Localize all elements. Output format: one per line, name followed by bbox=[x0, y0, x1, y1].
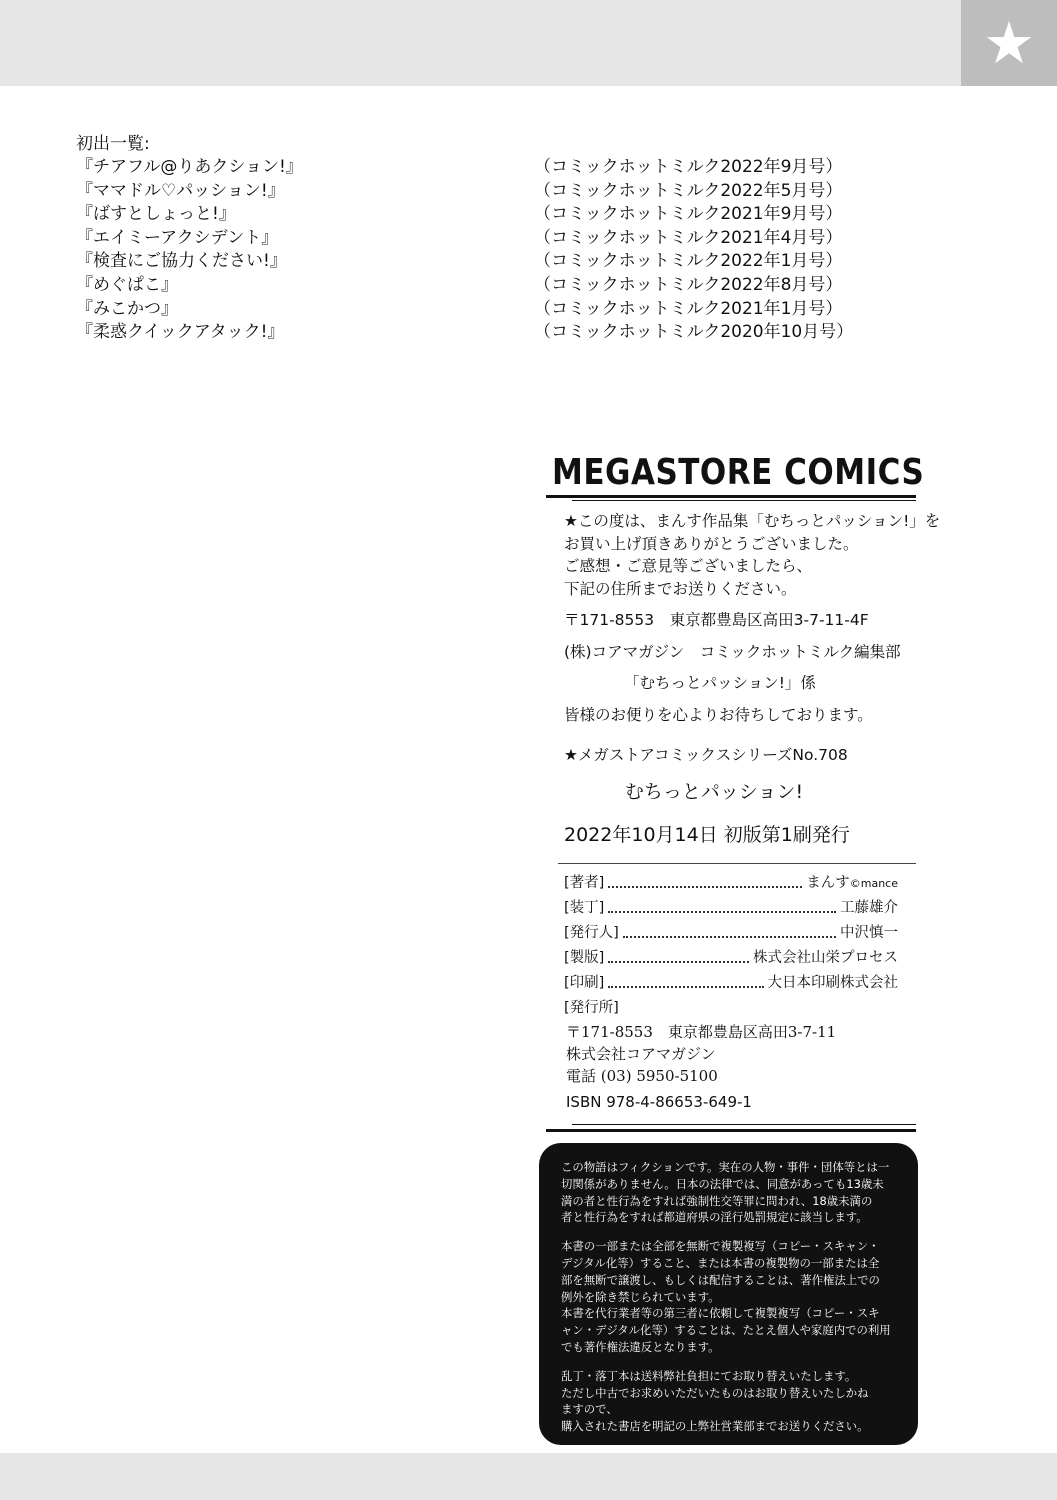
notice-line: 者と性行為をすれば都道府県の淫行処罰規定に該当します。 bbox=[561, 1210, 868, 1225]
dot-leader bbox=[608, 971, 763, 988]
credit-label: [装丁] bbox=[564, 900, 605, 916]
publisher-label: [発行所] bbox=[564, 1000, 619, 1016]
divider bbox=[558, 863, 916, 864]
footer-band bbox=[0, 1453, 1057, 1500]
list-item bbox=[76, 321, 853, 345]
credit-row bbox=[564, 971, 898, 996]
list-item bbox=[76, 227, 853, 251]
notice-line: 部を無断で譲渡し、もしくは配信することは、著作権法上での bbox=[561, 1272, 880, 1287]
editorial-department: (株)コアマガジン コミックホットミルク編集部 bbox=[564, 642, 901, 661]
list-item bbox=[76, 274, 853, 298]
story-title: 『みこかつ』 bbox=[76, 298, 178, 319]
notice-line: でも著作権法違反となります。 bbox=[561, 1339, 720, 1354]
colophon bbox=[546, 452, 941, 1111]
series-number: ★メガストアコミックスシリーズNo.708 bbox=[564, 746, 848, 764]
legal-notice-box bbox=[539, 1143, 918, 1445]
notice-line: 購入された書店を明記の上弊社営業部までお送りください。 bbox=[561, 1419, 869, 1434]
first-publication-heading: 初出一覧: bbox=[76, 134, 150, 154]
story-source: （コミックホットミルク2021年4月号） bbox=[534, 227, 843, 248]
credit-value: 大日本印刷株式会社 bbox=[767, 975, 898, 991]
story-title: 『エイミーアクシデント』 bbox=[76, 227, 279, 248]
list-item bbox=[76, 180, 853, 204]
dot-leader bbox=[608, 946, 749, 963]
publisher-name: 株式会社コアマガジン bbox=[566, 1045, 716, 1063]
credit-label: [著者] bbox=[564, 875, 605, 891]
story-title: 『めぐぱこ』 bbox=[76, 274, 178, 295]
story-title: 『ばすとしょっと!』 bbox=[76, 204, 236, 225]
notice-line: デジタル化等）すること、または本書の複製物の一部または全 bbox=[561, 1255, 880, 1270]
publisher-phone: 電話 (03) 5950-5100 bbox=[566, 1067, 718, 1085]
story-title: 『検査にご協力ください!』 bbox=[76, 251, 287, 272]
notice-line: ますので、 bbox=[561, 1402, 618, 1417]
divider bbox=[572, 500, 916, 501]
brand-logo: MEGASTORE COMICS bbox=[552, 452, 925, 494]
message-line: お買い上げ頂きありがとうございました。 bbox=[564, 534, 859, 553]
dot-leader bbox=[608, 871, 802, 888]
notice-line: 本書の一部または全部を無断で複製複写（コピー・スキャン・ bbox=[561, 1239, 880, 1254]
reader-message bbox=[564, 510, 941, 853]
print-date: 2022年10月14日 初版第1刷発行 bbox=[564, 823, 850, 846]
credit-label: [印刷] bbox=[564, 975, 605, 991]
dot-leader bbox=[623, 921, 836, 938]
credit-label: [製版] bbox=[564, 950, 605, 966]
credit-row bbox=[564, 946, 898, 971]
corner-tab bbox=[961, 0, 1057, 86]
message-line: 下記の住所までお送りください。 bbox=[564, 579, 797, 598]
list-item bbox=[76, 250, 853, 274]
publisher-address: 〒171-8553 東京都豊島区高田3-7-11 bbox=[566, 1023, 837, 1041]
story-source: （コミックホットミルク2022年5月号） bbox=[534, 180, 843, 201]
notice-line: ただし中古でお求めいただいたものはお取り替えいたしかね bbox=[561, 1385, 869, 1400]
credit-row bbox=[564, 896, 898, 921]
credit-row bbox=[564, 921, 898, 946]
credit-value: 工藤雄介 bbox=[840, 900, 898, 916]
story-source: （コミックホットミルク2021年1月号） bbox=[534, 298, 843, 319]
story-source: （コミックホットミルク2022年8月号） bbox=[534, 274, 843, 295]
book-title: むちっとパッション! bbox=[624, 780, 804, 803]
isbn: ISBN 978-4-86653-649-1 bbox=[566, 1093, 752, 1111]
list-item bbox=[76, 156, 853, 180]
story-title: 『ママドル♡パッション!』 bbox=[76, 180, 285, 201]
story-title: 『チアフル@りあクション!』 bbox=[76, 157, 303, 177]
story-source: （コミックホットミルク2022年9月号） bbox=[534, 157, 843, 177]
publisher-info bbox=[564, 1021, 898, 1087]
notice-line: 例外を除き禁じられています。 bbox=[561, 1289, 720, 1304]
credits-list bbox=[564, 871, 898, 1115]
first-publication-list bbox=[76, 132, 853, 345]
attention-line: 「むちっとパッション!」係 bbox=[624, 674, 816, 692]
dot-leader bbox=[608, 896, 836, 913]
notice-line: 切関係がありません。日本の法律では、同意があっても13歳未 bbox=[561, 1176, 884, 1191]
credit-label: [発行人] bbox=[564, 925, 619, 941]
credit-value: まんす bbox=[806, 875, 850, 891]
notice-line: 満の者と性行為をすれば強制性交等罪に問われ、18歳未満の bbox=[561, 1193, 873, 1208]
message-line: ご感想・ご意見等ございましたら、 bbox=[564, 557, 813, 575]
notice-line: 乱丁・落丁本は送料弊社負担にてお取り替えいたします。 bbox=[561, 1368, 857, 1383]
story-source: （コミックホットミルク2021年9月号） bbox=[534, 204, 843, 225]
list-item bbox=[76, 203, 853, 227]
notice-line: 本書を代行業者等の第三者に依頼して複製複写（コピー・スキ bbox=[561, 1306, 880, 1321]
credit-row bbox=[564, 871, 898, 896]
story-title: 『柔惑クイックアタック!』 bbox=[76, 322, 285, 343]
message-line: ★この度は、まんす作品集「むちっとパッション!」を bbox=[564, 512, 941, 530]
story-source: （コミックホットミルク2022年1月号） bbox=[534, 251, 843, 272]
notice-line: ャン・デジタル化等）することは、たとえ個人や家庭内での利用 bbox=[561, 1323, 891, 1338]
notice-line: この物語はフィクションです。実在の人物・事件・団体等とは一 bbox=[561, 1160, 890, 1174]
credit-row bbox=[564, 996, 898, 1021]
list-item bbox=[76, 298, 853, 322]
closing-line: 皆様のお便りを心よりお待ちしております。 bbox=[564, 705, 873, 724]
copyright-mark: ©mance bbox=[849, 877, 898, 890]
credit-value: 株式会社山栄プロセス bbox=[753, 950, 898, 966]
divider bbox=[546, 495, 916, 498]
star-icon: ★ bbox=[983, 9, 1035, 77]
postal-address: 〒171-8553 東京都豊島区高田3-7-11-4F bbox=[564, 611, 869, 629]
divider bbox=[546, 1129, 916, 1132]
divider bbox=[572, 1124, 916, 1125]
header-band bbox=[0, 0, 1057, 86]
credit-value: 中沢慎一 bbox=[840, 925, 898, 941]
story-source: （コミックホットミルク2020年10月号） bbox=[534, 322, 854, 343]
